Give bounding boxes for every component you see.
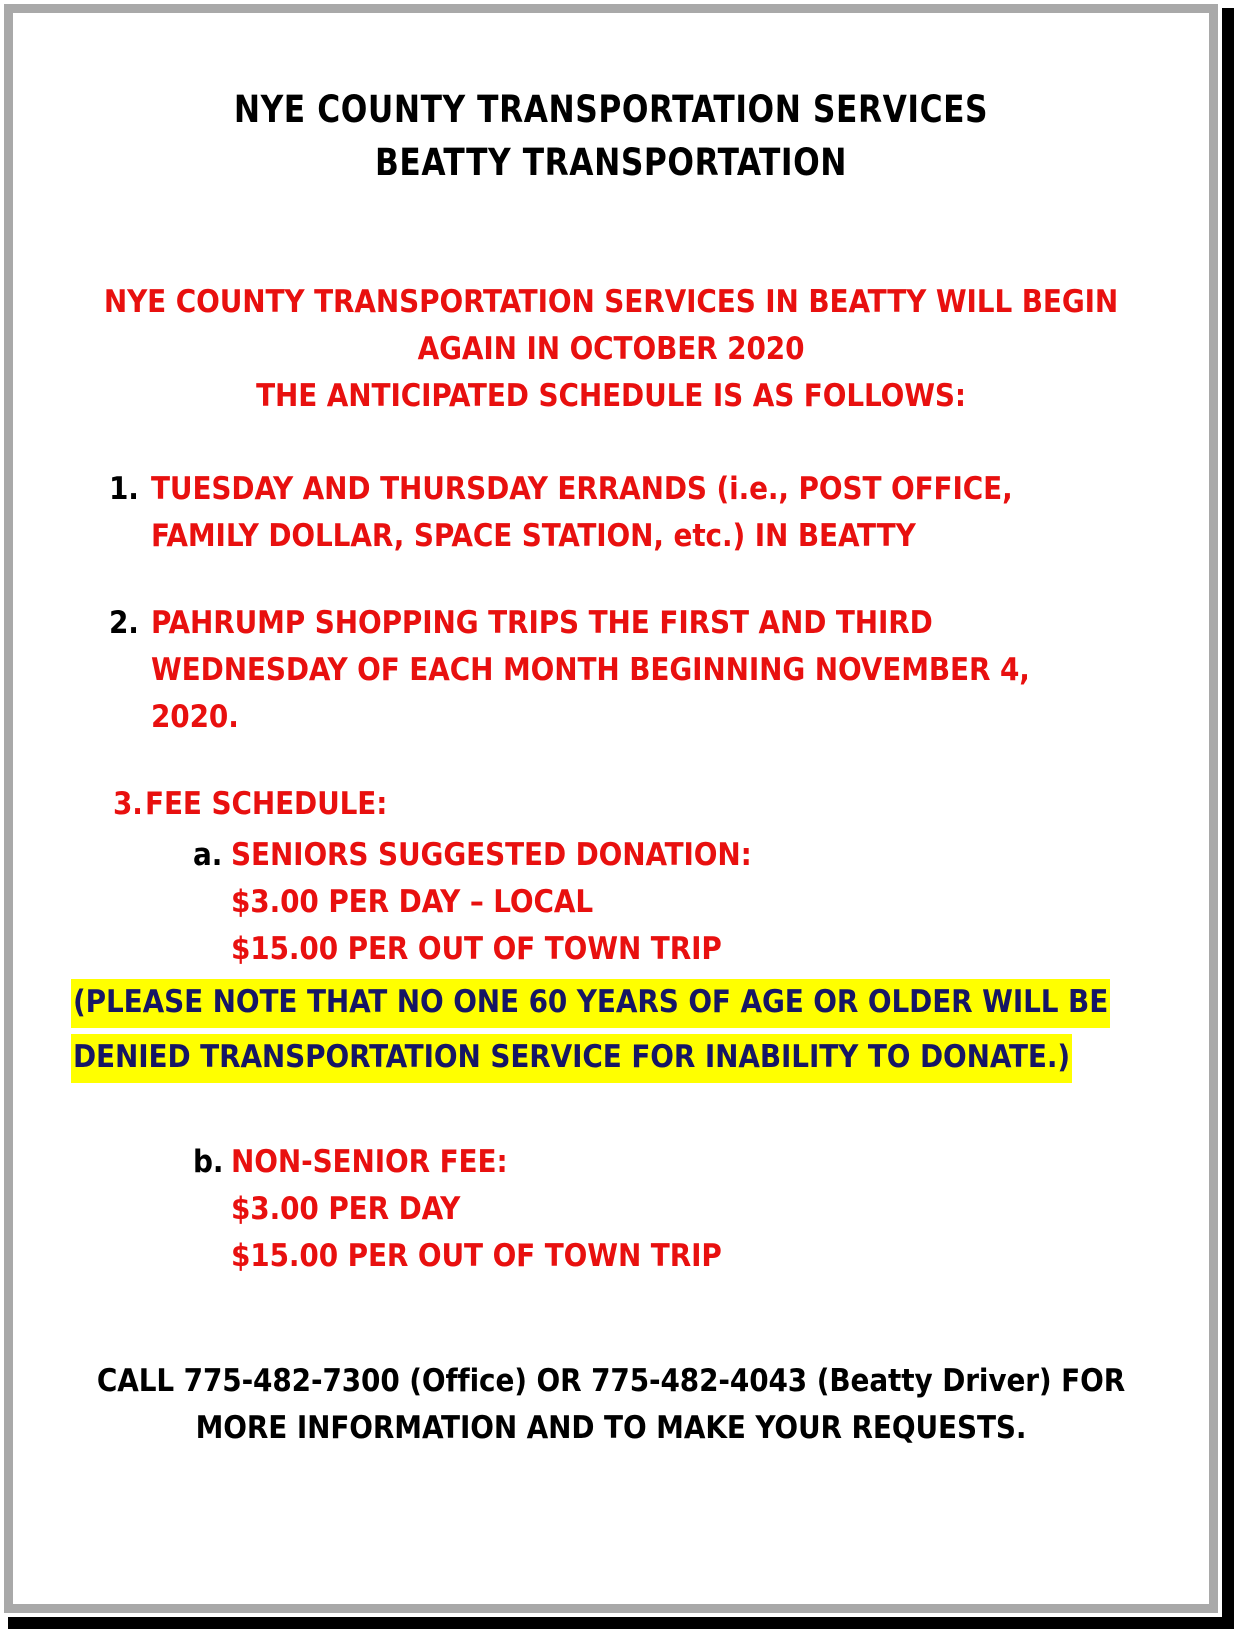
highlighted-note-line-1: (PLEASE NOTE THAT NO ONE 60 YEARS OF AGE OR OLDER WILL BE [71,979,1110,1028]
fee-sub-item-a-amounts [13,879,1209,973]
highlighted-note [13,979,1209,1083]
highlighted-note-line-2: DENIED TRANSPORTATION SERVICE FOR INABILITY TO DONATE.) [71,1034,1072,1083]
page-title-line-1: NYE COUNTY TRANSPORTATION SERVICES [233,88,989,131]
list-item-2-marker: 2. [109,605,139,641]
fee-sub-item-b-amounts [13,1186,1209,1280]
list-item-2-line-2: WEDNESDAY OF EACH MONTH BEGINNING NOVEMBER 4, [151,652,1030,688]
list-item-3-fee-schedule [13,781,1209,828]
intro-paragraph [13,279,1209,420]
list-item-2-body [151,600,1209,741]
list-item-1-body [151,466,1209,560]
fee-a-amount-line-1: $3.00 PER DAY – LOCAL [231,884,593,920]
fee-b-amount-line-1: $3.00 PER DAY [231,1191,461,1227]
list-item-2 [13,600,1209,741]
contact-footer [13,1358,1209,1452]
page-shadow-right [1222,8,1234,1629]
intro-line-3: THE ANTICIPATED SCHEDULE IS AS FOLLOWS: [256,378,966,414]
contact-footer-line-2: MORE INFORMATION AND TO MAKE YOUR REQUESTS. [195,1410,1027,1446]
page-shadow-bottom [8,1617,1234,1629]
list-item-2-line-1: PAHRUMP SHOPPING TRIPS THE FIRST AND THIRD [151,605,933,641]
fee-sub-item-a-marker: a. [193,837,223,873]
list-item-3-marker: 3. [113,786,143,822]
list-item-2-line-3: 2020. [151,699,239,735]
document-header [13,13,1209,189]
list-item-1 [13,466,1209,560]
fee-sub-item-b-heading: NON-SENIOR FEE: [231,1144,508,1180]
fee-sub-item-b [13,1139,1209,1186]
fee-a-amount-line-2: $15.00 PER OUT OF TOWN TRIP [231,931,722,967]
fee-sub-item-b-marker: b. [193,1144,224,1180]
intro-line-2: AGAIN IN OCTOBER 2020 [417,331,805,367]
intro-line-1: NYE COUNTY TRANSPORTATION SERVICES IN BEATTY WILL BEGIN [103,284,1119,320]
list-item-1-line-1: TUESDAY AND THURSDAY ERRANDS (i.e., POST OFFICE, [151,471,1013,507]
list-item-1-marker: 1. [109,471,139,507]
fee-b-amount-line-2: $15.00 PER OUT OF TOWN TRIP [231,1238,722,1274]
page-title-line-2: BEATTY TRANSPORTATION [375,141,847,184]
contact-footer-line-1: CALL 775-482-7300 (Office) OR 775-482-4043 (Beatty Driver) FOR [96,1363,1126,1399]
fee-schedule-heading: FEE SCHEDULE: [145,786,388,822]
fee-sub-item-a-heading: SENIORS SUGGESTED DONATION: [231,837,752,873]
document-page [13,13,1209,1604]
list-item-1-line-2: FAMILY DOLLAR, SPACE STATION, etc.) IN BEATTY [151,518,916,554]
fee-sub-item-a [13,832,1209,879]
service-list [13,466,1209,1280]
